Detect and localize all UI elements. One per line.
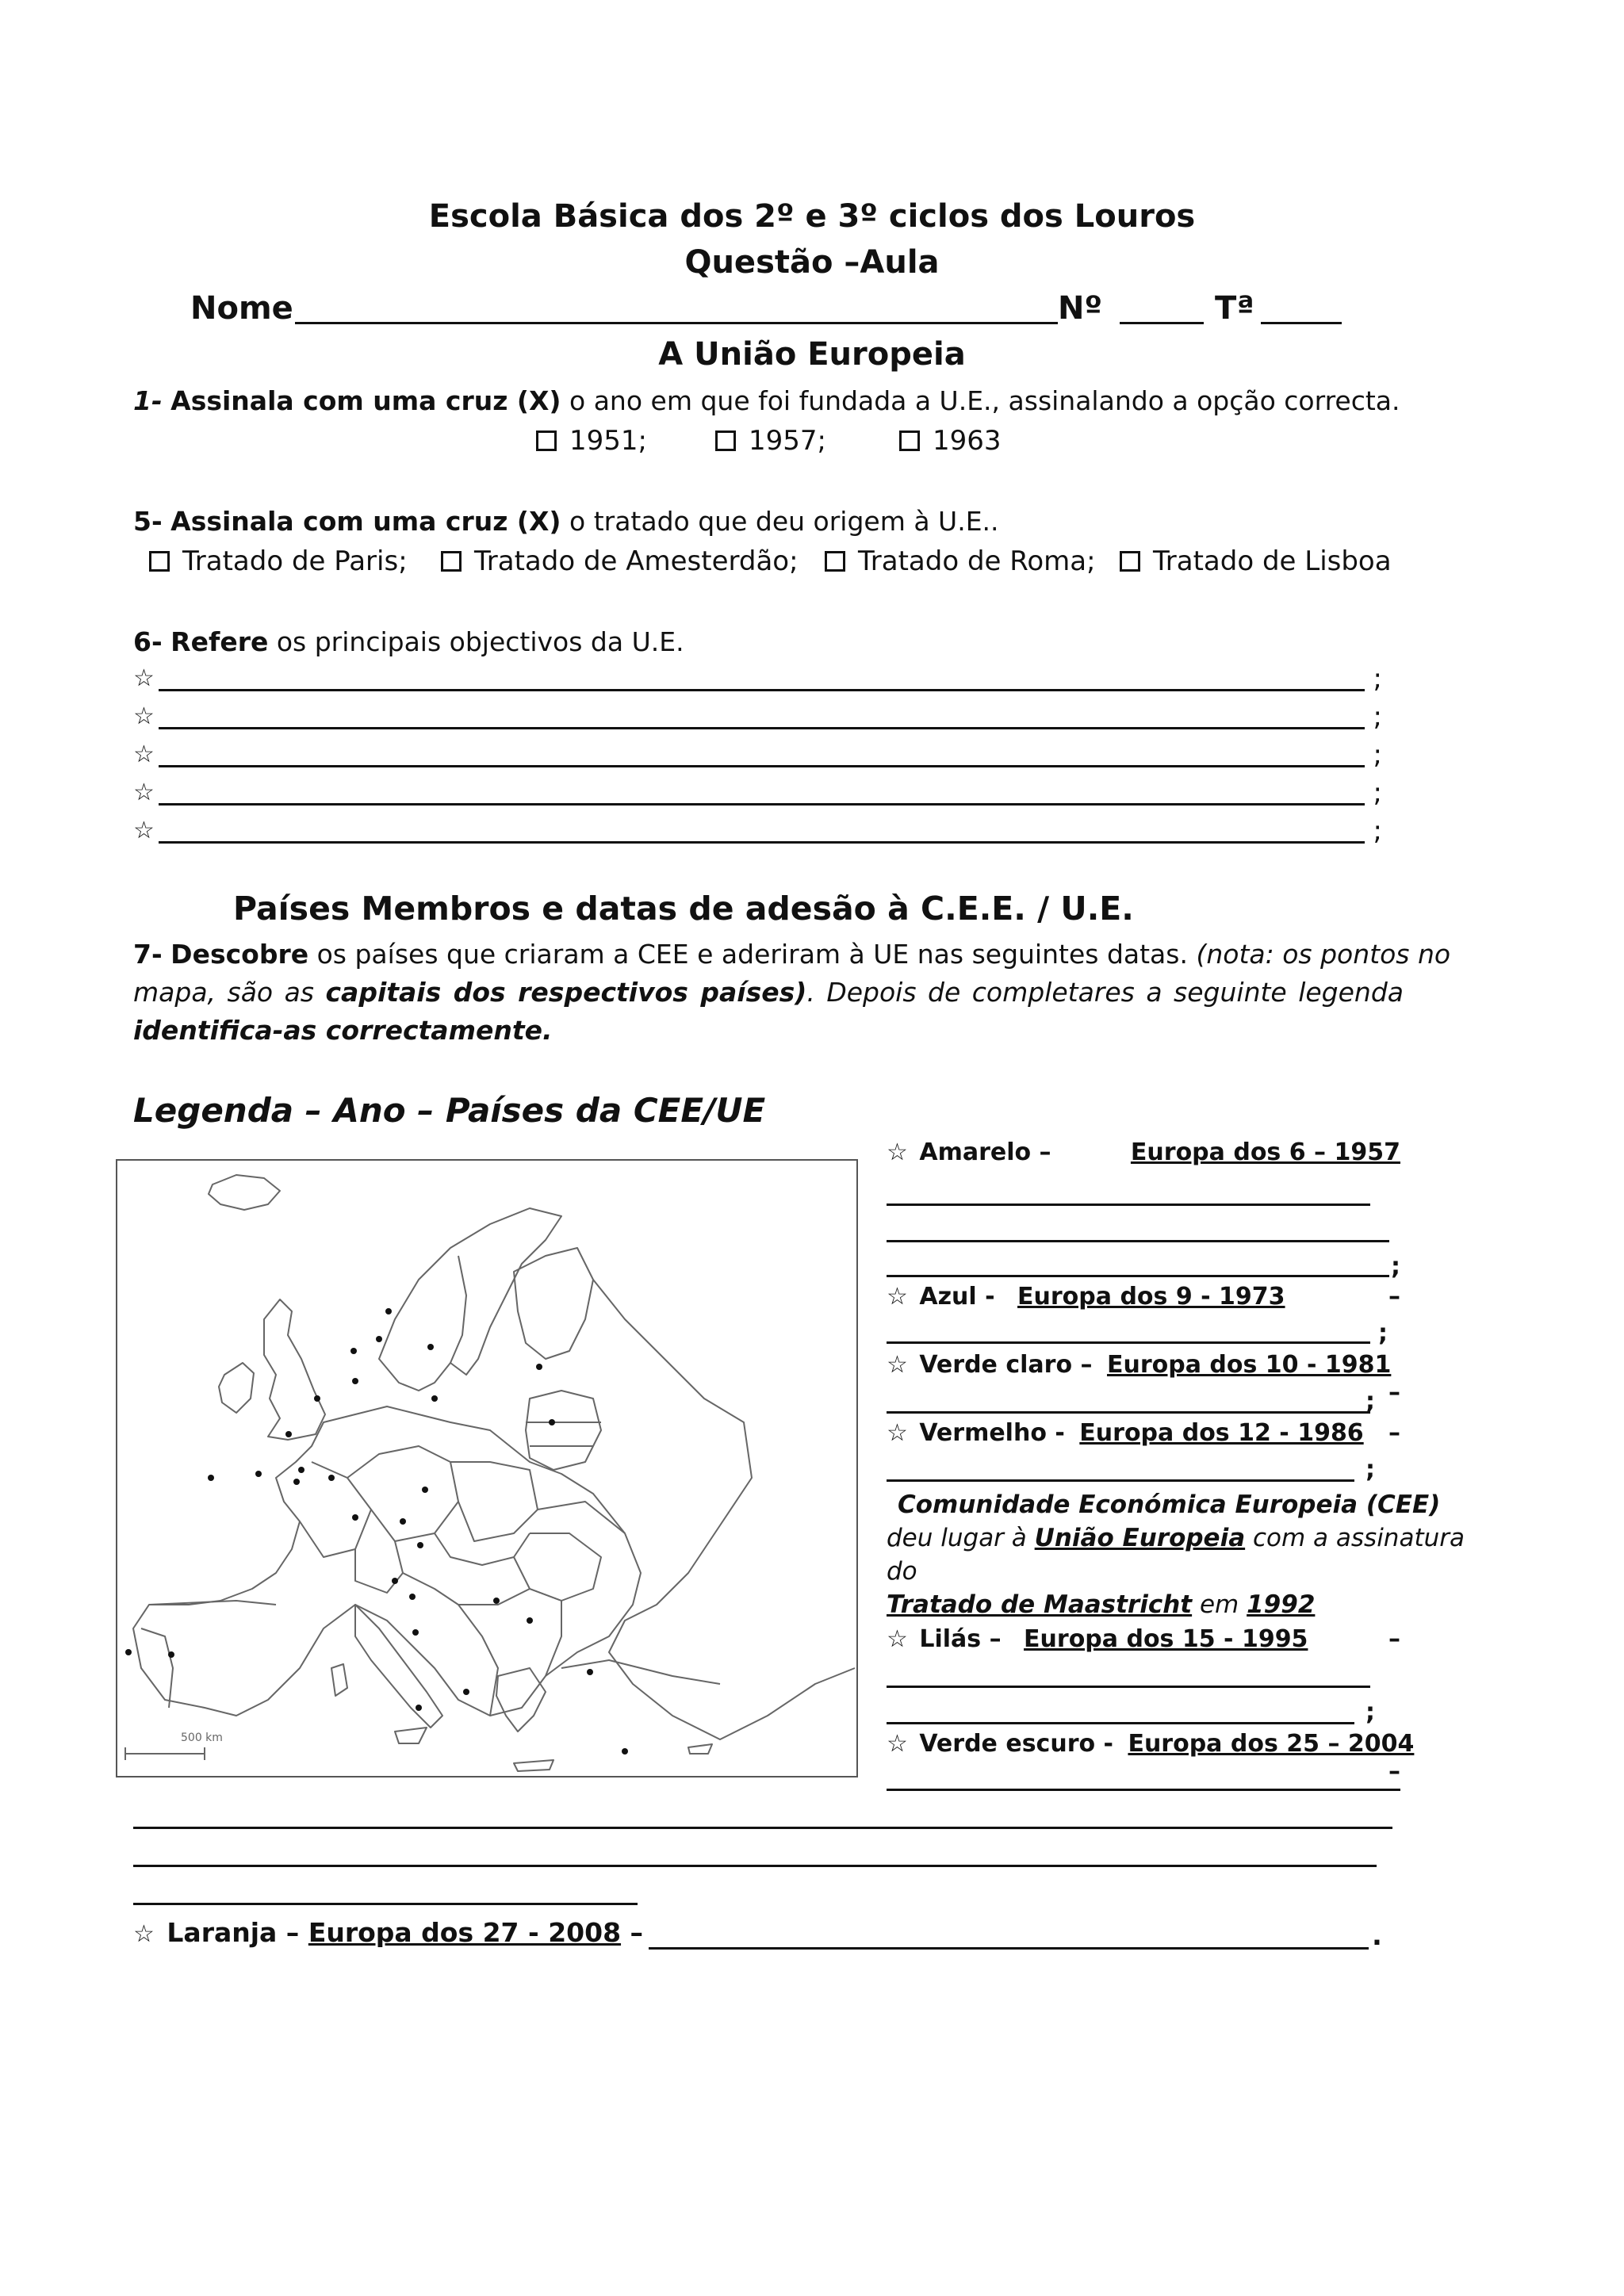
legend-label: Lilás – [919, 1625, 1002, 1653]
italy-outline [355, 1605, 442, 1728]
legend-amarelo [887, 1138, 1400, 1166]
inner-border-g [458, 1589, 561, 1676]
answer-underline[interactable] [649, 1947, 1369, 1950]
legend-dash: – [1388, 1625, 1400, 1653]
star-outline-icon: ☆ [887, 1138, 908, 1166]
star-outline-icon: ☆ [133, 702, 155, 730]
answer-underline[interactable] [887, 1722, 1354, 1724]
capital-dot [527, 1617, 533, 1624]
checkbox-icon[interactable] [825, 551, 845, 572]
cyprus-outline [688, 1744, 712, 1754]
checkbox-icon[interactable] [536, 430, 557, 451]
q6-answer-line[interactable] [133, 779, 1382, 810]
legend-label: Verde claro – [919, 1351, 1093, 1379]
line-end: ; [1365, 1698, 1375, 1726]
sweden-border [450, 1256, 466, 1363]
cee-text: com a assinatura [1252, 1524, 1465, 1552]
star-outline-icon: ☆ [133, 1920, 155, 1948]
cee-note-line4 [887, 1590, 1315, 1619]
sardinia-outline [331, 1664, 347, 1696]
q7-line1 [133, 939, 1450, 970]
capital-dot [463, 1689, 469, 1695]
capital-dot [350, 1348, 357, 1354]
checkbox-icon[interactable] [149, 551, 170, 572]
q1-option-label: 1957; [749, 425, 826, 457]
answer-underline[interactable] [133, 1865, 1377, 1867]
legend-label: Amarelo – [919, 1138, 1051, 1166]
answer-underline[interactable] [887, 1275, 1389, 1277]
capital-dot [622, 1748, 628, 1755]
capital-dot [422, 1487, 428, 1493]
q5-option-roma[interactable] [825, 545, 1096, 577]
capital-dot [493, 1598, 500, 1604]
capital-dot [416, 1705, 422, 1711]
europe-outline-map [117, 1161, 856, 1776]
q6-answer-line[interactable] [133, 740, 1382, 772]
star-outline-icon: ☆ [887, 1730, 908, 1758]
legend-azul [887, 1283, 1400, 1311]
q1-bold: Assinala com uma cruz (X) [170, 385, 561, 416]
britain-outline [264, 1299, 325, 1440]
legend-label: Vermelho - [919, 1419, 1065, 1447]
capital-dot [208, 1475, 214, 1481]
legend-laranja [133, 1917, 643, 1948]
capital-dot [376, 1336, 382, 1342]
capital-dot [417, 1542, 423, 1548]
legend-label: Laranja – [167, 1917, 300, 1948]
answer-underline[interactable] [887, 1789, 1400, 1791]
scale-label: 500 km [181, 1732, 223, 1744]
legend-verde-escuro [887, 1730, 1415, 1785]
cee-text: deu lugar à [887, 1524, 1027, 1552]
scale-bar [125, 1747, 205, 1760]
legend-value: Europa dos 15 - 1995 [1024, 1625, 1308, 1653]
inner-border-a [300, 1462, 371, 1557]
capital-dot [125, 1649, 132, 1655]
q7-line2-bold: capitais dos respectivos países) [325, 977, 807, 1008]
name-field[interactable] [295, 322, 1058, 324]
capital-dot [168, 1651, 174, 1658]
line-end-period: . [1372, 1920, 1382, 1952]
inner-border-h [355, 1549, 403, 1593]
checkbox-icon[interactable] [715, 430, 736, 451]
answer-underline[interactable] [159, 727, 1365, 729]
q5-option-amesterdao[interactable] [441, 545, 799, 577]
answer-underline[interactable] [887, 1411, 1370, 1414]
q6-bold: Refere [170, 626, 269, 657]
capital-dot [314, 1395, 320, 1402]
q5-option-label: Tratado de Amesterdão; [474, 545, 799, 577]
q5-number: 5- [133, 506, 163, 537]
legend-verde-claro [887, 1351, 1400, 1406]
number-field[interactable] [1120, 322, 1204, 324]
q1-option-label: 1963 [933, 425, 1002, 457]
star-outline-icon: ☆ [133, 779, 155, 806]
capital-dot [549, 1419, 555, 1425]
capital-dot [392, 1578, 398, 1584]
answer-underline[interactable] [887, 1203, 1370, 1206]
q1-option-1963[interactable] [899, 425, 1002, 457]
ireland-outline [219, 1363, 254, 1413]
line-end: ; [1391, 1253, 1400, 1280]
legend-value: Europa dos 9 - 1973 [1017, 1283, 1285, 1311]
line-end: ; [1373, 815, 1382, 847]
line-end: ; [1365, 1456, 1375, 1483]
capital-dot [431, 1395, 438, 1402]
star-outline-icon: ☆ [887, 1625, 908, 1653]
line-end: ; [1373, 701, 1382, 733]
answer-underline[interactable] [887, 1240, 1389, 1242]
capital-dot [409, 1594, 416, 1600]
q6-number: 6- [133, 626, 163, 657]
turkey-outline [561, 1660, 720, 1684]
line-end: ; [1373, 663, 1382, 695]
q1-option-1957[interactable] [715, 425, 826, 457]
q7-line2-a: mapa, são as [133, 977, 315, 1008]
star-outline-icon: ☆ [133, 664, 155, 692]
capital-dot [328, 1475, 335, 1481]
star-outline-icon: ☆ [887, 1351, 908, 1379]
answer-underline[interactable] [133, 1827, 1392, 1829]
answer-underline[interactable] [159, 689, 1365, 691]
q5-option-paris[interactable] [149, 545, 408, 577]
legend-dash: – [630, 1917, 644, 1948]
q5-bold: Assinala com uma cruz (X) [170, 506, 561, 537]
star-outline-icon: ☆ [133, 740, 155, 768]
capital-dot [385, 1308, 392, 1314]
east-border [593, 1280, 855, 1739]
cee-year: 1992 [1247, 1590, 1316, 1619]
answer-underline[interactable] [887, 1341, 1370, 1344]
q5-rest: o tratado que deu origem à U.E.. [569, 506, 999, 537]
answer-underline[interactable] [159, 803, 1365, 806]
school-title: Escola Básica dos 2º e 3º ciclos dos Louros [428, 198, 1196, 235]
star-outline-icon: ☆ [887, 1283, 908, 1311]
legend-dash: – [1388, 1419, 1400, 1447]
inner-border-c [450, 1462, 538, 1541]
topic-title: A União Europeia [658, 336, 966, 373]
sicily-outline [395, 1728, 427, 1743]
class-label: Tª [1215, 290, 1254, 327]
legend-dash: – [1388, 1379, 1400, 1406]
q5-option-label: Tratado de Roma; [858, 545, 1096, 577]
capital-dot [298, 1467, 304, 1473]
cee-text: em [1199, 1590, 1239, 1619]
cee-treaty: Tratado de Maastricht [887, 1590, 1193, 1619]
capital-dot [412, 1629, 419, 1636]
capital-dot [285, 1431, 292, 1437]
legend-vermelho [887, 1419, 1400, 1447]
capital-dot [352, 1514, 358, 1521]
q1-option-1951[interactable] [536, 425, 647, 457]
checkbox-icon[interactable] [899, 430, 920, 451]
q1-number: 1- [133, 385, 163, 416]
legend-dash: – [1388, 1758, 1400, 1785]
capital-dot [352, 1378, 358, 1384]
legend-lilas [887, 1625, 1400, 1653]
answer-underline[interactable] [159, 765, 1365, 767]
star-outline-icon: ☆ [133, 817, 155, 844]
legend-value: Europa dos 6 – 1957 [1130, 1138, 1400, 1166]
q6-instruction [133, 626, 684, 657]
q1-option-label: 1951; [569, 425, 647, 457]
line-end: ; [1373, 777, 1382, 809]
spain-france-border [149, 1601, 276, 1605]
q6-rest: os principais objectivos da U.E. [276, 626, 684, 657]
q5-instruction [133, 506, 999, 537]
answer-underline[interactable] [887, 1479, 1354, 1482]
line-end: ; [1365, 1387, 1375, 1415]
answer-underline[interactable] [159, 841, 1365, 844]
answer-underline[interactable] [887, 1686, 1370, 1688]
q1-rest: o ano em que foi fundada a U.E., assinalando a opção correcta. [569, 385, 1400, 416]
capital-dot [255, 1471, 262, 1477]
europe-map [116, 1159, 858, 1777]
capital-dot [427, 1344, 434, 1350]
legend-value: Europa dos 12 - 1986 [1079, 1419, 1364, 1447]
crete-outline [514, 1760, 553, 1771]
checkbox-icon[interactable] [441, 551, 462, 572]
cee-union: União Europeia [1034, 1524, 1246, 1552]
capital-dot [536, 1364, 542, 1370]
line-end: ; [1378, 1319, 1388, 1347]
q5-option-label: Tratado de Paris; [182, 545, 408, 577]
star-outline-icon: ☆ [887, 1419, 908, 1447]
q7-bold: Descobre [170, 939, 309, 970]
baltics-borders [526, 1422, 601, 1446]
iceland-outline [209, 1175, 280, 1210]
capital-dot [293, 1479, 300, 1485]
q6-answer-line[interactable] [133, 817, 1382, 848]
inner-border-f [395, 1541, 498, 1716]
line-end: ; [1373, 739, 1382, 771]
finland-outline [514, 1248, 593, 1359]
q5-option-lisboa[interactable] [1120, 545, 1392, 577]
q7-line2 [133, 977, 1404, 1008]
class-field[interactable] [1261, 322, 1342, 324]
cee-note-line1: Comunidade Económica Europeia (CEE) [898, 1490, 1441, 1519]
iberia-border [141, 1628, 173, 1708]
q7-rest: os países que criaram a CEE e aderiram à UE nas seguintes datas. [316, 939, 1188, 970]
legend-label: Azul - [919, 1283, 995, 1311]
section-title: Países Membros e datas de adesão à C.E.E. / U.E. [233, 890, 1134, 928]
capital-dot [400, 1518, 406, 1525]
q7-line2-b: . Depois de completares a seguinte legenda [806, 977, 1404, 1008]
scandinavia-outline [379, 1208, 561, 1391]
baltics-outline [526, 1391, 601, 1470]
q7-number: 7- [133, 939, 163, 970]
greece-outline [496, 1668, 546, 1732]
q6-answer-line[interactable] [133, 702, 1382, 734]
legend-label: Verde escuro - [919, 1730, 1113, 1758]
cee-note-line2 [887, 1524, 1465, 1552]
checkbox-icon[interactable] [1120, 551, 1140, 572]
q1-instruction [133, 385, 1400, 416]
legend-value: Europa dos 25 – 2004 [1128, 1730, 1415, 1758]
subtitle: Questão –Aula [684, 244, 940, 281]
q5-option-label: Tratado de Lisboa [1153, 545, 1392, 577]
q7-note: (nota: os pontos no [1196, 939, 1451, 970]
legend-value: Europa dos 27 - 2008 [308, 1917, 622, 1948]
q7-line3: identifica-as correctamente. [133, 1015, 553, 1046]
legend-dash: – [1388, 1283, 1400, 1311]
legend-title: Legenda – Ano – Países da CEE/UE [133, 1091, 766, 1130]
q6-answer-line[interactable] [133, 664, 1382, 696]
cee-note-line3: do [887, 1557, 917, 1586]
capital-dot [587, 1669, 593, 1675]
number-label: Nº [1058, 290, 1103, 327]
legend-value: Europa dos 10 - 1981 [1106, 1351, 1392, 1379]
answer-underline[interactable] [133, 1903, 638, 1905]
name-label: Nome [190, 290, 293, 327]
